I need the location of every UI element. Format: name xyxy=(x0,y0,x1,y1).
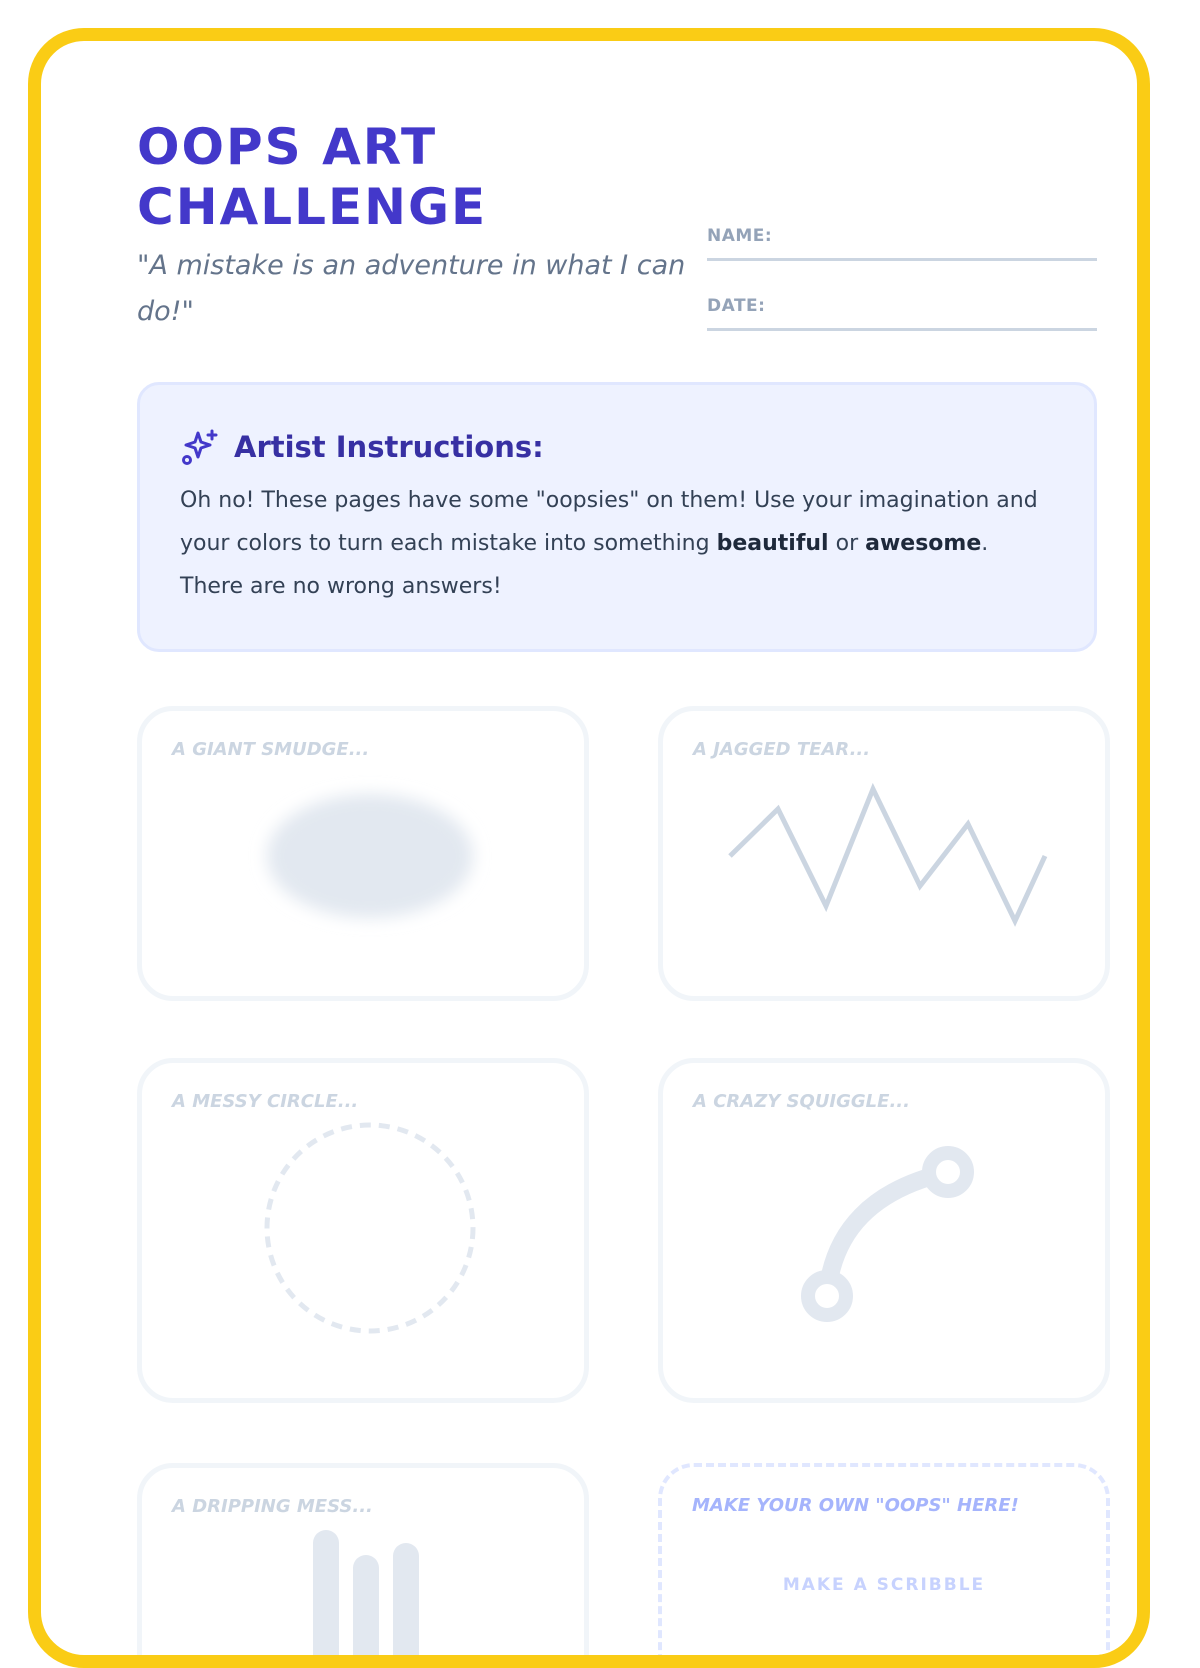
card-giant-smudge[interactable] xyxy=(137,706,589,1001)
instructions-text-part: Oh no! These pages have some "oopsies" on them! Use your imagination and your colors to turn each mistake into something xyxy=(180,488,1038,556)
instructions-text-part: . There are no wrong answers! xyxy=(180,531,989,599)
instructions-header xyxy=(180,425,1054,469)
scribble-hint: MAKE A SCRIBBLE xyxy=(782,1575,986,1595)
card-messy-circle[interactable] xyxy=(137,1058,589,1403)
instructions-title: Artist Instructions: xyxy=(234,430,544,464)
card-label: A DRIPPING MESS... xyxy=(172,1496,373,1517)
name-field[interactable] xyxy=(707,221,1097,261)
smudge-shape xyxy=(142,711,589,1001)
card-label: A CRAZY SQUIGGLE... xyxy=(693,1091,910,1112)
date-label: DATE: xyxy=(707,296,766,316)
squiggle-curve xyxy=(663,1063,1110,1403)
worksheet-frame xyxy=(28,28,1150,1668)
dashed-circle xyxy=(142,1063,589,1403)
instructions-box xyxy=(137,382,1097,652)
card-label: MAKE YOUR OWN "OOPS" HERE! xyxy=(692,1495,1019,1516)
sparkles-icon xyxy=(180,427,220,467)
motivational-quote: "A mistake is an adventure in what I can do!" xyxy=(137,250,686,327)
card-jagged-tear[interactable] xyxy=(658,706,1110,1001)
instructions-text-part: or xyxy=(828,531,866,556)
card-crazy-squiggle[interactable] xyxy=(658,1058,1110,1403)
card-make-your-own[interactable] xyxy=(658,1463,1110,1668)
date-field[interactable] xyxy=(707,291,1097,331)
name-label: NAME: xyxy=(707,226,773,246)
card-label: A JAGGED TEAR... xyxy=(693,739,871,760)
instructions-bold-beautiful: beautiful xyxy=(716,531,829,556)
card-label: A MESSY CIRCLE... xyxy=(172,1091,359,1112)
drip-shapes xyxy=(142,1468,589,1668)
card-label: A GIANT SMUDGE... xyxy=(172,739,370,760)
page-title: OOPS ART CHALLENGE xyxy=(137,118,488,236)
jagged-line xyxy=(663,711,1110,1001)
instructions-bold-awesome: awesome xyxy=(865,531,982,556)
card-dripping-mess[interactable] xyxy=(137,1463,589,1668)
instructions-text xyxy=(180,479,1054,608)
